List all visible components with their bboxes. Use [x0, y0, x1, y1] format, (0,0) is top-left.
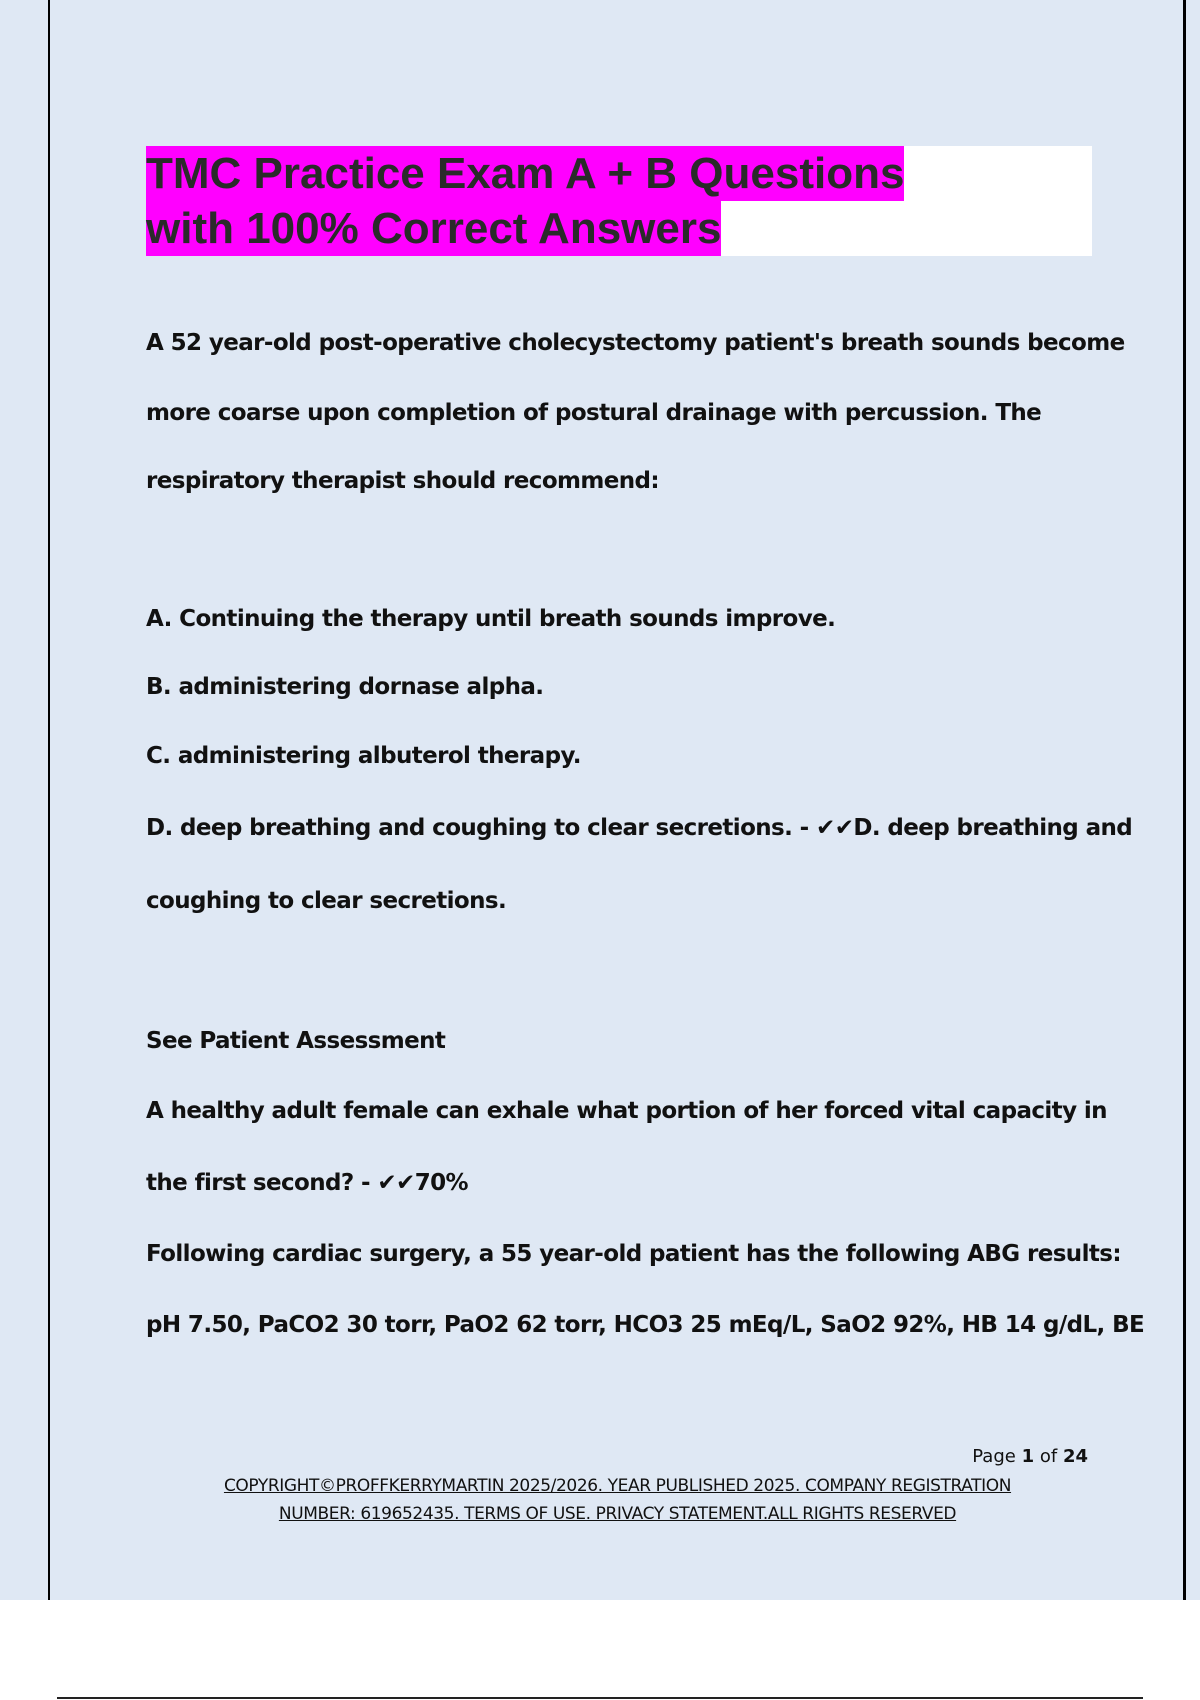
- page-border-left: [48, 0, 50, 1600]
- page-number: [900, 1446, 1088, 1467]
- page-total: 24: [1062, 1446, 1088, 1467]
- question-1-line-2: more coarse upon completion of postural drainage with percussion. The: [146, 400, 1042, 426]
- question-2-line-1: A healthy adult female can exhale what portion of her forced vital capacity in: [146, 1098, 1107, 1124]
- copyright-line-2: NUMBER: 619652435. TERMS OF USE. PRIVACY STATEMENT.ALL RIGHTS RESERVED: [278, 1504, 957, 1524]
- question-1-line-3: respiratory therapist should recommend:: [146, 468, 659, 494]
- bottom-divider: [57, 1697, 1143, 1699]
- option-d-line-2: coughing to clear secretions.: [146, 888, 507, 914]
- option-b: B. administering dornase alpha.: [146, 674, 544, 700]
- copyright-notice: [150, 1472, 1085, 1528]
- page-current: 1: [1021, 1446, 1035, 1467]
- option-a: A. Continuing the therapy until breath sounds improve.: [146, 606, 836, 632]
- page-of: of: [1039, 1446, 1058, 1467]
- copyright-line-1: COPYRIGHT©PROFFKERRYMARTIN 2025/2026. YEAR PUBLISHED 2025. COMPANY REGISTRATION: [223, 1476, 1012, 1496]
- document-title-line-1: TMC Practice Exam A + B Questions: [146, 146, 904, 201]
- question-2-line-2: the first second? - ✔✔70%: [146, 1170, 468, 1196]
- page-label: Page: [972, 1446, 1016, 1467]
- see-patient-assessment: See Patient Assessment: [146, 1028, 446, 1054]
- question-3-line-1: Following cardiac surgery, a 55 year-old patient has the following ABG results:: [146, 1241, 1121, 1267]
- document-title-line-2: with 100% Correct Answers: [146, 201, 721, 256]
- option-d-line-1: D. deep breathing and coughing to clear secretions. - ✔✔D. deep breathing and: [146, 815, 1133, 841]
- question-3-line-2: pH 7.50, PaCO2 30 torr, PaO2 62 torr, HCO3 25 mEq/L, SaO2 92%, HB 14 g/dL, BE: [146, 1312, 1145, 1338]
- question-1-line-1: A 52 year-old post-operative cholecystectomy patient's breath sounds become: [146, 330, 1125, 356]
- option-c: C. administering albuterol therapy.: [146, 743, 581, 769]
- page-border-right: [1183, 0, 1186, 1600]
